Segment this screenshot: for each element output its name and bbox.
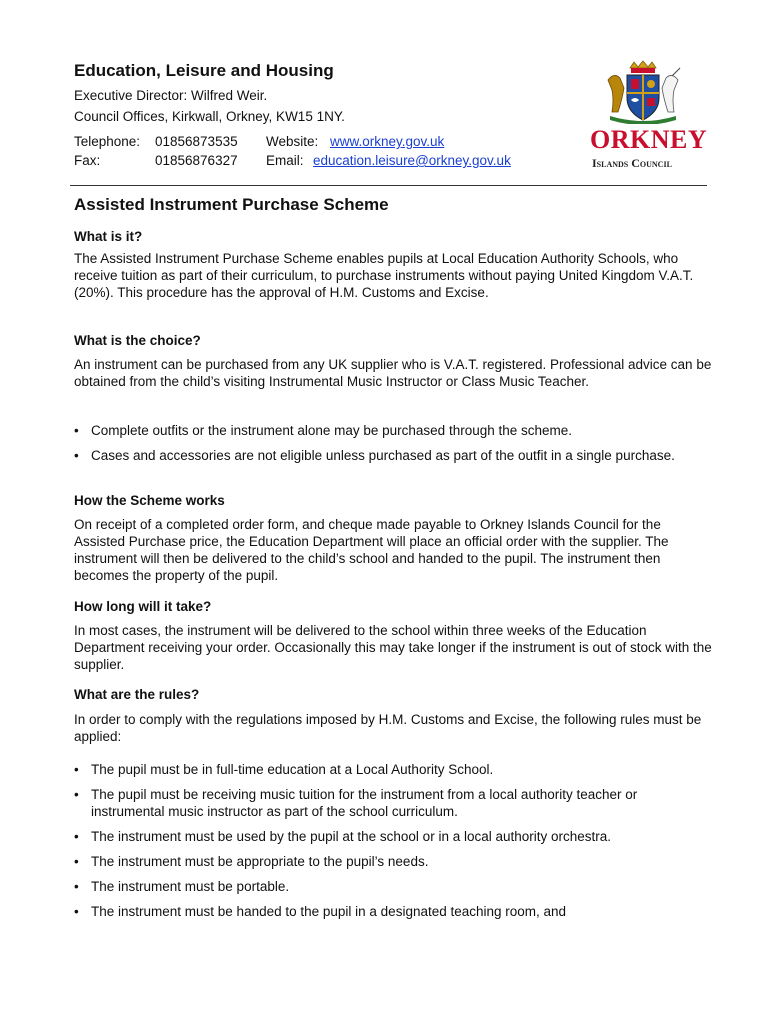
bullet-icon: • bbox=[74, 829, 79, 844]
bullet-icon: • bbox=[74, 423, 79, 438]
email-link[interactable]: education.leisure@orkney.gov.uk bbox=[313, 153, 511, 168]
address-line: Council Offices, Kirkwall, Orkney, KW15 1NY. bbox=[74, 109, 345, 124]
email-label: Email: bbox=[266, 153, 304, 168]
section-heading-how-it-works: How the Scheme works bbox=[74, 493, 225, 508]
section-heading-choice: What is the choice? bbox=[74, 333, 201, 348]
fax-number: 01856876327 bbox=[155, 153, 238, 168]
bullet-icon: • bbox=[74, 904, 79, 919]
section-paragraph-how-long: In most cases, the instrument will be delivered to the school within three weeks of the Education Department receiving your order. Occasionally this may take longer if the instrument is out of stock with the supplier. bbox=[74, 623, 712, 672]
website-label: Website: bbox=[266, 134, 319, 149]
section-heading-what-is-it: What is it? bbox=[74, 229, 143, 244]
director-line: Executive Director: Wilfred Weir. bbox=[74, 88, 268, 103]
department-title: Education, Leisure and Housing bbox=[74, 61, 334, 80]
list-item: • The instrument must be used by the pupil at the school or in a local authority orchestra. bbox=[74, 829, 612, 844]
bullet-icon: • bbox=[74, 762, 79, 777]
logo-wordmark: ORKNEY bbox=[590, 125, 708, 154]
website-link[interactable]: www.orkney.gov.uk bbox=[330, 134, 445, 149]
council-crest-icon bbox=[600, 60, 686, 124]
list-item: • Complete outfits or the instrument alone may be purchased through the scheme. bbox=[74, 423, 573, 438]
bullet-icon: • bbox=[74, 879, 79, 894]
list-item: • The instrument must be handed to the pupil in a designated teaching room, and bbox=[74, 904, 567, 919]
page-title: Assisted Instrument Purchase Scheme bbox=[74, 195, 389, 214]
header-divider bbox=[70, 185, 707, 186]
telephone-number: 01856873535 bbox=[155, 134, 238, 149]
section-paragraph-what-is-it: The Assisted Instrument Purchase Scheme enables pupils at Local Education Authority Schools, who receive tuition as part of their curriculum, to purchase instruments without paying United Kingdom V.A.T. (20%). This procedure has the approval of H.M. Customs and Excise. bbox=[74, 251, 694, 300]
list-item: • The instrument must be portable. bbox=[74, 879, 290, 894]
telephone-label: Telephone: bbox=[74, 134, 141, 149]
bullet-icon: • bbox=[74, 787, 79, 802]
section-heading-how-long: How long will it take? bbox=[74, 599, 212, 614]
section-heading-rules: What are the rules? bbox=[74, 687, 200, 702]
bullet-icon: • bbox=[74, 854, 79, 869]
logo-subtitle: Islands Council bbox=[592, 156, 672, 170]
list-item: • The pupil must be receiving music tuition for the instrument from a local authority teacher or instrumental music instructor as part of the school curriculum. bbox=[74, 787, 638, 819]
section-paragraph-rules: In order to comply with the regulations imposed by H.M. Customs and Excise, the following rules must be applied: bbox=[74, 712, 702, 744]
list-item: • The instrument must be appropriate to the pupil’s needs. bbox=[74, 854, 429, 869]
bullet-icon: • bbox=[74, 448, 79, 463]
section-paragraph-choice: An instrument can be purchased from any UK supplier who is V.A.T. registered. Professional advice can be obtained from the child’s visiting Instrumental Music Instructor or Class Music Teacher. bbox=[74, 357, 712, 389]
list-item: • The pupil must be in full-time education at a Local Authority School. bbox=[74, 762, 494, 777]
section-paragraph-how-it-works: On receipt of a completed order form, and cheque made payable to Orkney Islands Council for the Assisted Purchase price, the Education Department will place an official order with the supplier. The instrument will then be delivered to the child’s school and handed to the pupil. The instrument then becomes the property of the pupil. bbox=[74, 517, 669, 583]
fax-label: Fax: bbox=[74, 153, 101, 168]
list-item: • Cases and accessories are not eligible unless purchased as part of the outfit in a single purchase. bbox=[74, 448, 675, 463]
